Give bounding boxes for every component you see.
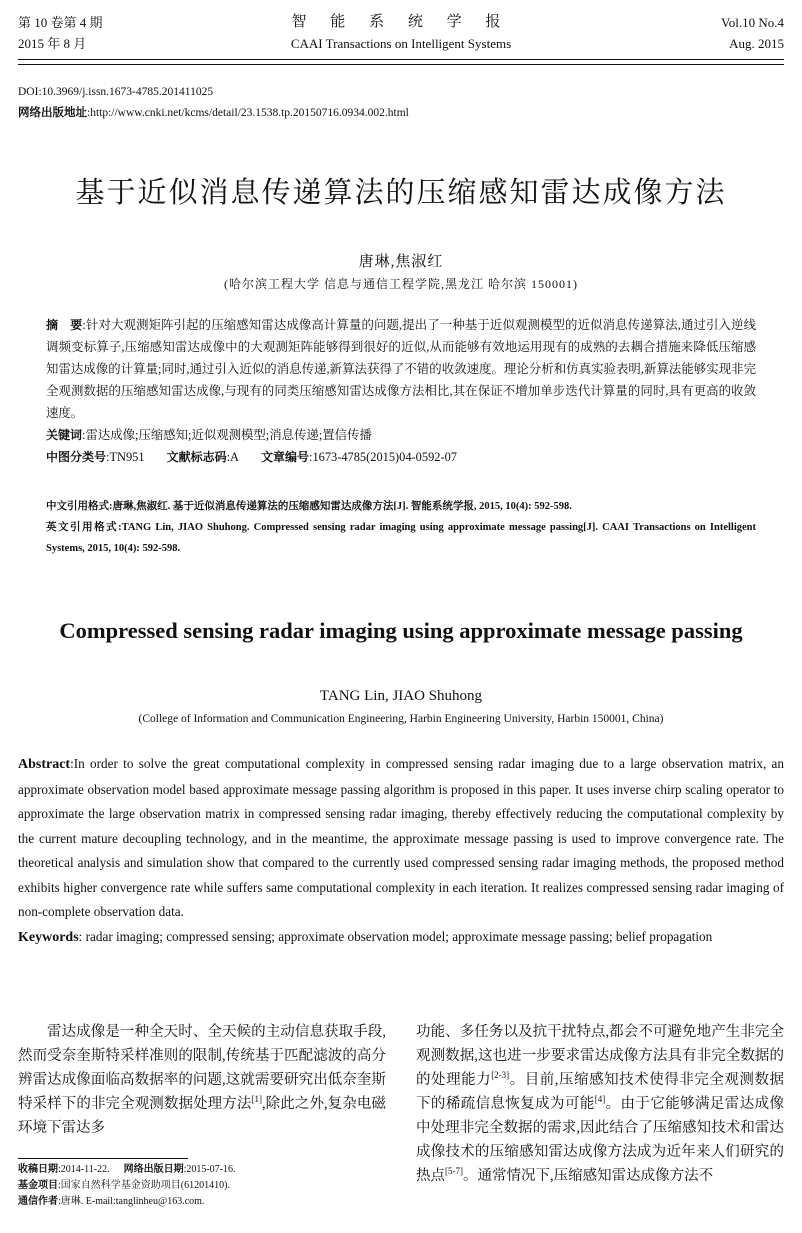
corresponding-label: 通信作者 xyxy=(18,1196,58,1207)
intro-text: 雷达成像是一种全天时、全天候的主动信息获取手段,然而受奈奎斯特采样准则的限制,传统基于匹配滤波的高分辨雷达成像面临高数据率的问题,这就需要研究出低奈奎斯特采样下的非完全观测数据处理方法 xyxy=(18,1024,386,1112)
abstract-en-label: Abstract xyxy=(18,757,71,772)
abstract-cn-text: :针对大观测矩阵引起的压缩感知雷达成像高计算量的问题,提出了一种基于近似观测模型的近似消息传递算法,通过引入逆线调频变标算子,压缩感知雷达成像中的大观测矩阵能够得到很好的近似,从而能够有效地运用现有的成熟的去耦合措施来降低压缩感知雷达成像的计算量;同时,通过引入近似的消息传递,新算法获得了不错的收敛速度。理论分析和仿真实验表明,新算法能够实现非完全观测数据的压缩感知雷达成像,与现有的同类压缩感知雷达成像方法相比,其在保证不增加单步迭代计算量的同时,具有更高的收敛速度。 xyxy=(46,318,756,420)
fund-label: 基金项目 xyxy=(18,1180,58,1191)
affiliation-en: (College of Information and Communication Engineering, Harbin Engineering University, Harbin 150001, China) xyxy=(138,713,664,725)
reference-marker[interactable]: [1] xyxy=(251,1094,262,1105)
date-en: Aug. 2015 xyxy=(729,36,784,51)
body-column-right xyxy=(416,1020,784,1188)
article-meta xyxy=(18,82,409,124)
abstract-cn xyxy=(46,314,756,424)
received-value: :2014-11-22. xyxy=(58,1164,110,1175)
keywords-cn-text: :雷达成像;压缩感知;近似观测模型;消息传递;置信传播 xyxy=(82,428,372,442)
title-cn: 基于近似消息传递算法的压缩感知雷达成像方法 xyxy=(75,175,727,209)
journal-header xyxy=(18,12,784,58)
abstract-en xyxy=(18,752,784,950)
keywords-en xyxy=(18,925,784,951)
authors-en: TANG Lin, JIAO Shuhong xyxy=(319,688,483,704)
footnote-dates xyxy=(18,1162,398,1178)
authors-cn: 唐琳,焦淑红 xyxy=(358,254,444,270)
header-rule xyxy=(18,59,784,65)
clc-label: 中图分类号 xyxy=(46,450,107,464)
volume-en: Vol.10 No.4 xyxy=(721,15,784,30)
keywords-cn-label: 关键词 xyxy=(46,428,83,442)
reference-marker[interactable]: [5-7] xyxy=(445,1166,463,1177)
footnote-fund xyxy=(18,1178,398,1194)
date-cn: 2015 年 8 月 xyxy=(18,36,87,51)
article-no-label: 文章编号 xyxy=(260,450,309,464)
header-center xyxy=(18,12,784,54)
citation-en xyxy=(46,517,756,559)
volume-cn: 第 10 卷第 4 期 xyxy=(18,15,103,30)
keywords-en-text: : radar imaging; compressed sensing; approximate observation model; approximate message passing; belief propagation xyxy=(78,928,713,944)
header-right xyxy=(721,12,784,54)
reference-marker[interactable]: [2-3] xyxy=(491,1070,510,1081)
affiliation-cn: (哈尔滨工程大学 信息与通信工程学院,黑龙江 哈尔滨 150001) xyxy=(224,277,578,291)
fund-value: :国家自然科学基金资助项目(61201410). xyxy=(58,1180,230,1191)
keywords-cn xyxy=(46,424,756,446)
citation-block xyxy=(46,496,756,559)
keywords-en-label: Keywords xyxy=(18,929,79,945)
doi: DOI:10.3969/j.issn.1673-4785.201411025 xyxy=(18,86,214,98)
reference-marker[interactable]: [4] xyxy=(594,1094,606,1105)
journal-name-en: CAAI Transactions on Intelligent Systems xyxy=(290,36,512,51)
online-address xyxy=(18,103,409,124)
corresponding-value: :唐琳. E-mail:tanglinheu@163.com. xyxy=(58,1196,205,1207)
intro-paragraph-right xyxy=(416,1020,784,1188)
citation-en-label: 英文引用格式 xyxy=(46,521,119,533)
footnote-corresponding xyxy=(18,1194,398,1210)
online-url[interactable]: :http://www.cnki.net/kcms/detail/23.1538.tp.20150716.0934.002.html xyxy=(87,107,409,119)
online-date-label: 网络出版日期 xyxy=(123,1164,184,1175)
footnote-rule xyxy=(18,1158,188,1159)
received-label: 收稿日期 xyxy=(18,1164,58,1175)
intro-text: 。目前,压缩感知技术使得非完全观测数据下的稀疏信息恢复成为可能 xyxy=(416,1072,785,1112)
doc-code-value: :A xyxy=(226,450,239,464)
citation-cn xyxy=(46,496,756,517)
intro-text: 。通常情况下,压缩感知雷达成像方法不 xyxy=(463,1168,714,1184)
abstract-cn-label: 摘 要 xyxy=(46,318,83,332)
abstract-en-text: :In order to solve the great computational complexity in compressed sensing radar imaging due to a large observation matrix, an approximate observation model based approximate message passing algorithm is proposed in this paper. It uses inverse chirp scaling operator to approximate the large observation matrix in compressed sensing radar imaging, thereby effectively reducing the computational complexity by the current mature decoupling technology, and in the meantime, the approximate message passing is used to improve convergence rate. The theoretical analysis and simulation show that compared to the currently used compressed sensing radar imaging methods, the proposed method exhibits higher convergence rate while suffers same computational complexity in each iteration. It realizes compressed sensing radar imaging of non-complete observation data. xyxy=(18,756,784,919)
intro-paragraph-left xyxy=(18,1020,386,1140)
intro-text: 功能、多任务以及抗干扰特点,都会不可避免地产生非完全观测数据,这也进一步要求雷达成像方法具有非完全数据的的处理能力 xyxy=(416,1024,784,1088)
article-no-value: :1673-4785(2015)04-0592-07 xyxy=(309,450,457,464)
citation-cn-label: 中文引用格式 xyxy=(46,500,109,512)
online-address-label: 网络出版地址 xyxy=(18,107,87,119)
journal-name-cn: 智 能 系 统 学 报 xyxy=(291,14,511,30)
citation-cn-text: :唐琳,焦淑红. 基于近似消息传递算法的压缩感知雷达成像方法[J]. 智能系统学报, 2015, 10(4): 592-598. xyxy=(109,501,572,512)
doc-code-label: 文献标志码 xyxy=(166,450,227,464)
abstract-en-paragraph xyxy=(18,752,784,925)
intro-text: 。由于它能够满足雷达成像中处理非完全数据的需求,因此结合了压缩感知技术和雷达成像技术的压缩感知雷达成像方法成为近年来人们研究的热点 xyxy=(416,1096,784,1184)
classification-line xyxy=(46,446,756,468)
citation-en-text: :TANG Lin, JIAO Shuhong. Compressed sensing radar imaging using approximate message passing[J]. CAAI Transactions on Intelligent Systems, 2015, 10(4): 592-598. xyxy=(46,522,757,554)
online-date-value: :2015-07-16. xyxy=(183,1164,236,1175)
clc-value: :TN951 xyxy=(106,450,145,464)
title-en: Compressed sensing radar imaging using approximate message passing xyxy=(59,618,743,643)
footnote xyxy=(18,1162,398,1210)
intro-text: ,除此之外,复杂电磁环境下雷达多 xyxy=(18,1096,387,1136)
body-column-left xyxy=(18,1020,386,1140)
